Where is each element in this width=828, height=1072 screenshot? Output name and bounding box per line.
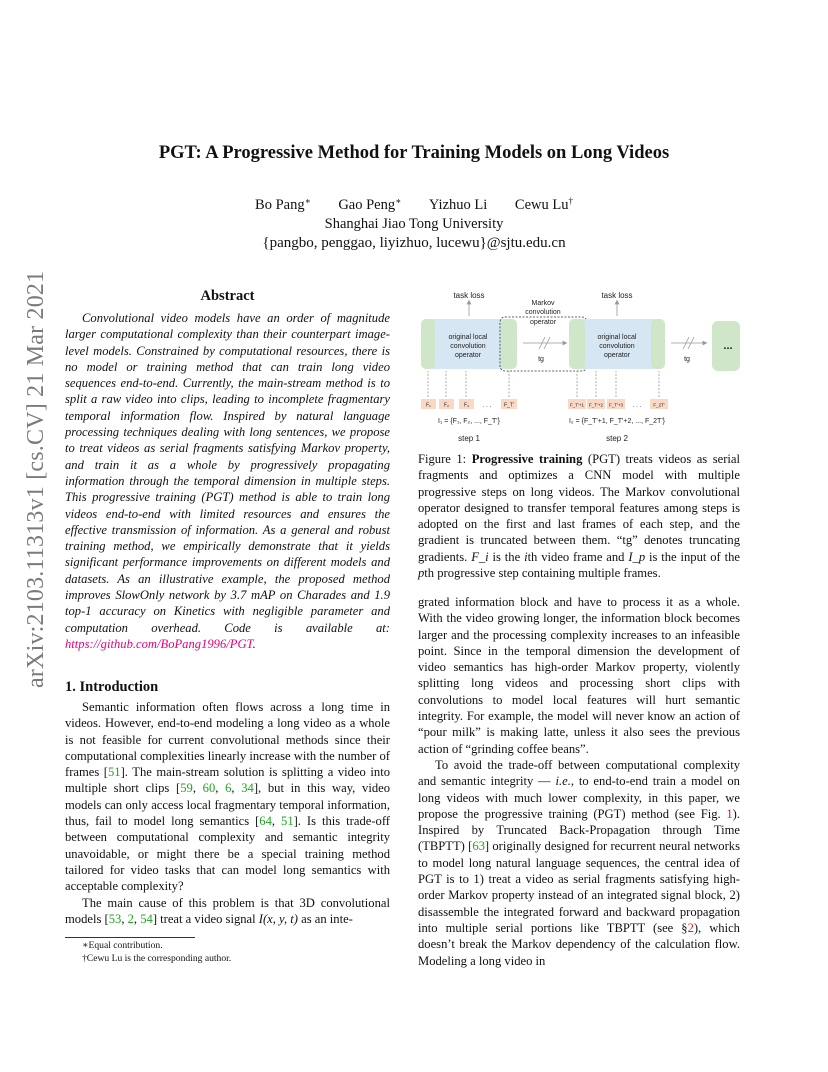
math-expression: I(x, y, t)	[258, 911, 298, 926]
figure-1-diagram	[415, 285, 745, 445]
introduction-body	[65, 699, 390, 927]
tg-label: tg	[538, 356, 544, 363]
svg-text:operator: operator	[603, 352, 631, 359]
author-email: {pangbo, penggao, liyizhuo, lucewu}@sjtu.edu.cn	[262, 235, 566, 251]
svg-text:F_T': F_T'	[504, 402, 514, 409]
step-label: step 1	[458, 434, 480, 443]
svg-text:F₃: F₃	[463, 402, 470, 409]
citation-link[interactable]: 51	[281, 814, 294, 829]
footnote-rule	[65, 937, 195, 938]
frames-step-1	[421, 399, 517, 409]
footnote: ∗Equal contribution.	[82, 940, 163, 951]
paragraph: grated information block and have to process it as a whole. With the video growing longer, the information block becomes larger and the processing complexity increases to an infeasible point. Since in the temporal dimension the development of video semantics has high-order Markov property, violently splitting long videos and processing short clips with convolutions to model local features will hurt semantic integrity. For example, the model will never know an action of “pour milk” is making latte, unless it also sees the previous action of “grinding coffee beans”.	[418, 595, 740, 756]
task-loss-label: task loss	[601, 291, 633, 300]
citation-link[interactable]: 54	[140, 911, 153, 926]
abstract-heading: Abstract	[200, 288, 255, 304]
citation-link[interactable]: 6	[225, 781, 232, 796]
author-name: Yizhuo Li	[428, 197, 488, 213]
paragraph: To avoid the trade-off between computational complexity and semantic integrity — i.e., to end-to-end train a model on long videos with much lower complexity, in this paper, we propose the progressive training (PGT) method (see Fig. 1). Inspired by Truncated Back-Propagation through Time (TBPTT) [63] originally designed for recurrent neural networks to model long natural language sequences, the central idea of PGT is to 1) treat a video as serial fragments satisfying high-order Markov property instead of an integrated signal block, 2) disassemble the integrated forward and backward propagation into multiple serial portions like TBPTT (see §2), which doesn’t break the Markov dependency of the calculation flow. Modeling a long video in	[418, 757, 740, 968]
author-name: Gao Peng∗	[338, 196, 402, 213]
footnote: †Cewu Lu is the corresponding author.	[82, 952, 232, 964]
svg-text:original local: original local	[597, 334, 637, 341]
citation-link[interactable]: 53	[108, 911, 122, 926]
citation-link[interactable]: 34	[241, 781, 254, 796]
paragraph: Semantic information often flows across a long time in videos. However, end-to-end modeling a long video as a whole is not feasible for current convolutional methods since their computational complexities linearly increase with the number of frames [51]. The main-stream solution is splitting a video into multiple short clips [59, 60, 6, 34], but in this way, video models can only access local fragmentary temporal information, thus, fail to model long semantics [64, 51]. Is this trade-off between computational complexity and semantic integrity unavoidable, or might there be a special training method tailored for video tasks that can model long semantics with acceptable complexity?	[65, 700, 391, 894]
task-loss-label: task loss	[453, 291, 485, 300]
markov-side-block	[651, 319, 665, 369]
svg-text:F_T'+1: F_T'+1	[570, 402, 584, 408]
markov-side-block	[421, 319, 435, 369]
markov-side-block	[501, 319, 517, 369]
author-list	[0, 196, 828, 215]
right-column-body	[418, 594, 740, 969]
frames-step-2	[568, 399, 668, 409]
arxiv-sidebar-stamp: arXiv:2103.11313v1 [cs.CV] 21 Mar 2021	[23, 270, 49, 688]
abstract-body: Convolutional video models have an order of magnitude larger computational complexity than their counterpart image-level models. Constrained by computational resources, there is no model or training method that can train long video sequences end-to-end. Currently, the main-stream method is to split a raw video into clips, leading to incomplete fragmentary temporal information flow. Inspired by natural language processing techniques dealing with long sentences, we propose to treat videos as serial fragments satisfying Markov property, and train it as a whole by progressively propagating information through the temporal dimension in multiple steps. This progressive training (PGT) method is able to train long videos end-to-end with limited resources and ensures the effective transmission of information. As a general and robust training method, we empirically demonstrate that it yields significant performance improvements on different models and datasets. As an illustrative example, the proposed method improves SlowOnly network by 3.7 mAP on Charades and 1.9 top-1 accuracy on Kinetics with negligible parameter and computation overhead. Code is available at: https://github.com/BoPang1996/PGT.	[65, 311, 390, 651]
svg-text:F_2T': F_2T'	[653, 402, 665, 408]
svg-text:convolution: convolution	[450, 343, 486, 350]
paper-title: PGT: A Progressive Method for Training Models on Long Videos	[158, 143, 670, 163]
citation-link[interactable]: 60	[202, 781, 216, 796]
svg-text:operator: operator	[454, 352, 482, 359]
input-set-label: I₁ = {F₁, F₂, ..., F_T'}	[438, 418, 500, 425]
markov-label: Markov	[531, 300, 555, 307]
citation-link[interactable]: 63	[472, 839, 485, 854]
svg-text:original local: original local	[448, 334, 488, 341]
section-heading-introduction: 1. Introduction	[65, 679, 159, 695]
markov-side-block	[569, 319, 585, 369]
svg-text:F_T'+2: F_T'+2	[589, 402, 603, 408]
footnotes	[65, 940, 390, 965]
affiliation: Shanghai Jiao Tong University	[324, 216, 504, 232]
svg-text:F₁: F₁	[426, 402, 431, 409]
svg-text:. . .: . . .	[632, 403, 642, 409]
input-set-label: I₂ = {F_T'+1, F_T'+2, ..., F_2T'}	[568, 418, 666, 425]
frame-input-arrows	[428, 371, 659, 397]
figure-1-caption: Figure 1: Progressive training (PGT) treats videos as serial fragments and optimizes a CNN model with multiple progressive steps on long videos. The Markov convolutional operator designed to transfer temporal features among steps is adopted on the first and last frames of each step, and the gradient is truncated between them. “tg” denotes truncating gradients. F_i is the ith video frame and I_p is the input of the pth progressive step containing multiple frames.	[418, 452, 741, 581]
section-ref-link[interactable]: 2	[687, 920, 694, 935]
citation-link[interactable]: 51	[108, 765, 121, 780]
code-link[interactable]: https://github.com/BoPang1996/PGT	[65, 636, 253, 651]
author-name: Bo Pang∗	[255, 196, 311, 213]
paragraph: The main cause of this problem is that 3D convolutional models [53, 2, 54] treat a video signal I(x, y, t) as an inte-	[65, 895, 390, 926]
svg-text:. . .: . . .	[482, 403, 492, 409]
citation-link[interactable]: 64	[259, 814, 272, 829]
ellipsis: ...	[723, 340, 733, 352]
figure-ref-link[interactable]: 1	[726, 806, 733, 821]
citation-link[interactable]: 2	[127, 911, 134, 926]
step-label: step 2	[606, 434, 628, 443]
citation-link[interactable]: 59	[180, 781, 193, 796]
svg-text:F_T'+3: F_T'+3	[609, 402, 623, 408]
svg-text:convolution: convolution	[599, 343, 635, 350]
author-name: Cewu Lu†	[514, 196, 573, 213]
svg-text:convolution: convolution	[525, 309, 561, 316]
svg-text:F₂: F₂	[444, 402, 449, 409]
svg-text:operator: operator	[529, 319, 557, 326]
tg-label: tg	[684, 356, 690, 363]
